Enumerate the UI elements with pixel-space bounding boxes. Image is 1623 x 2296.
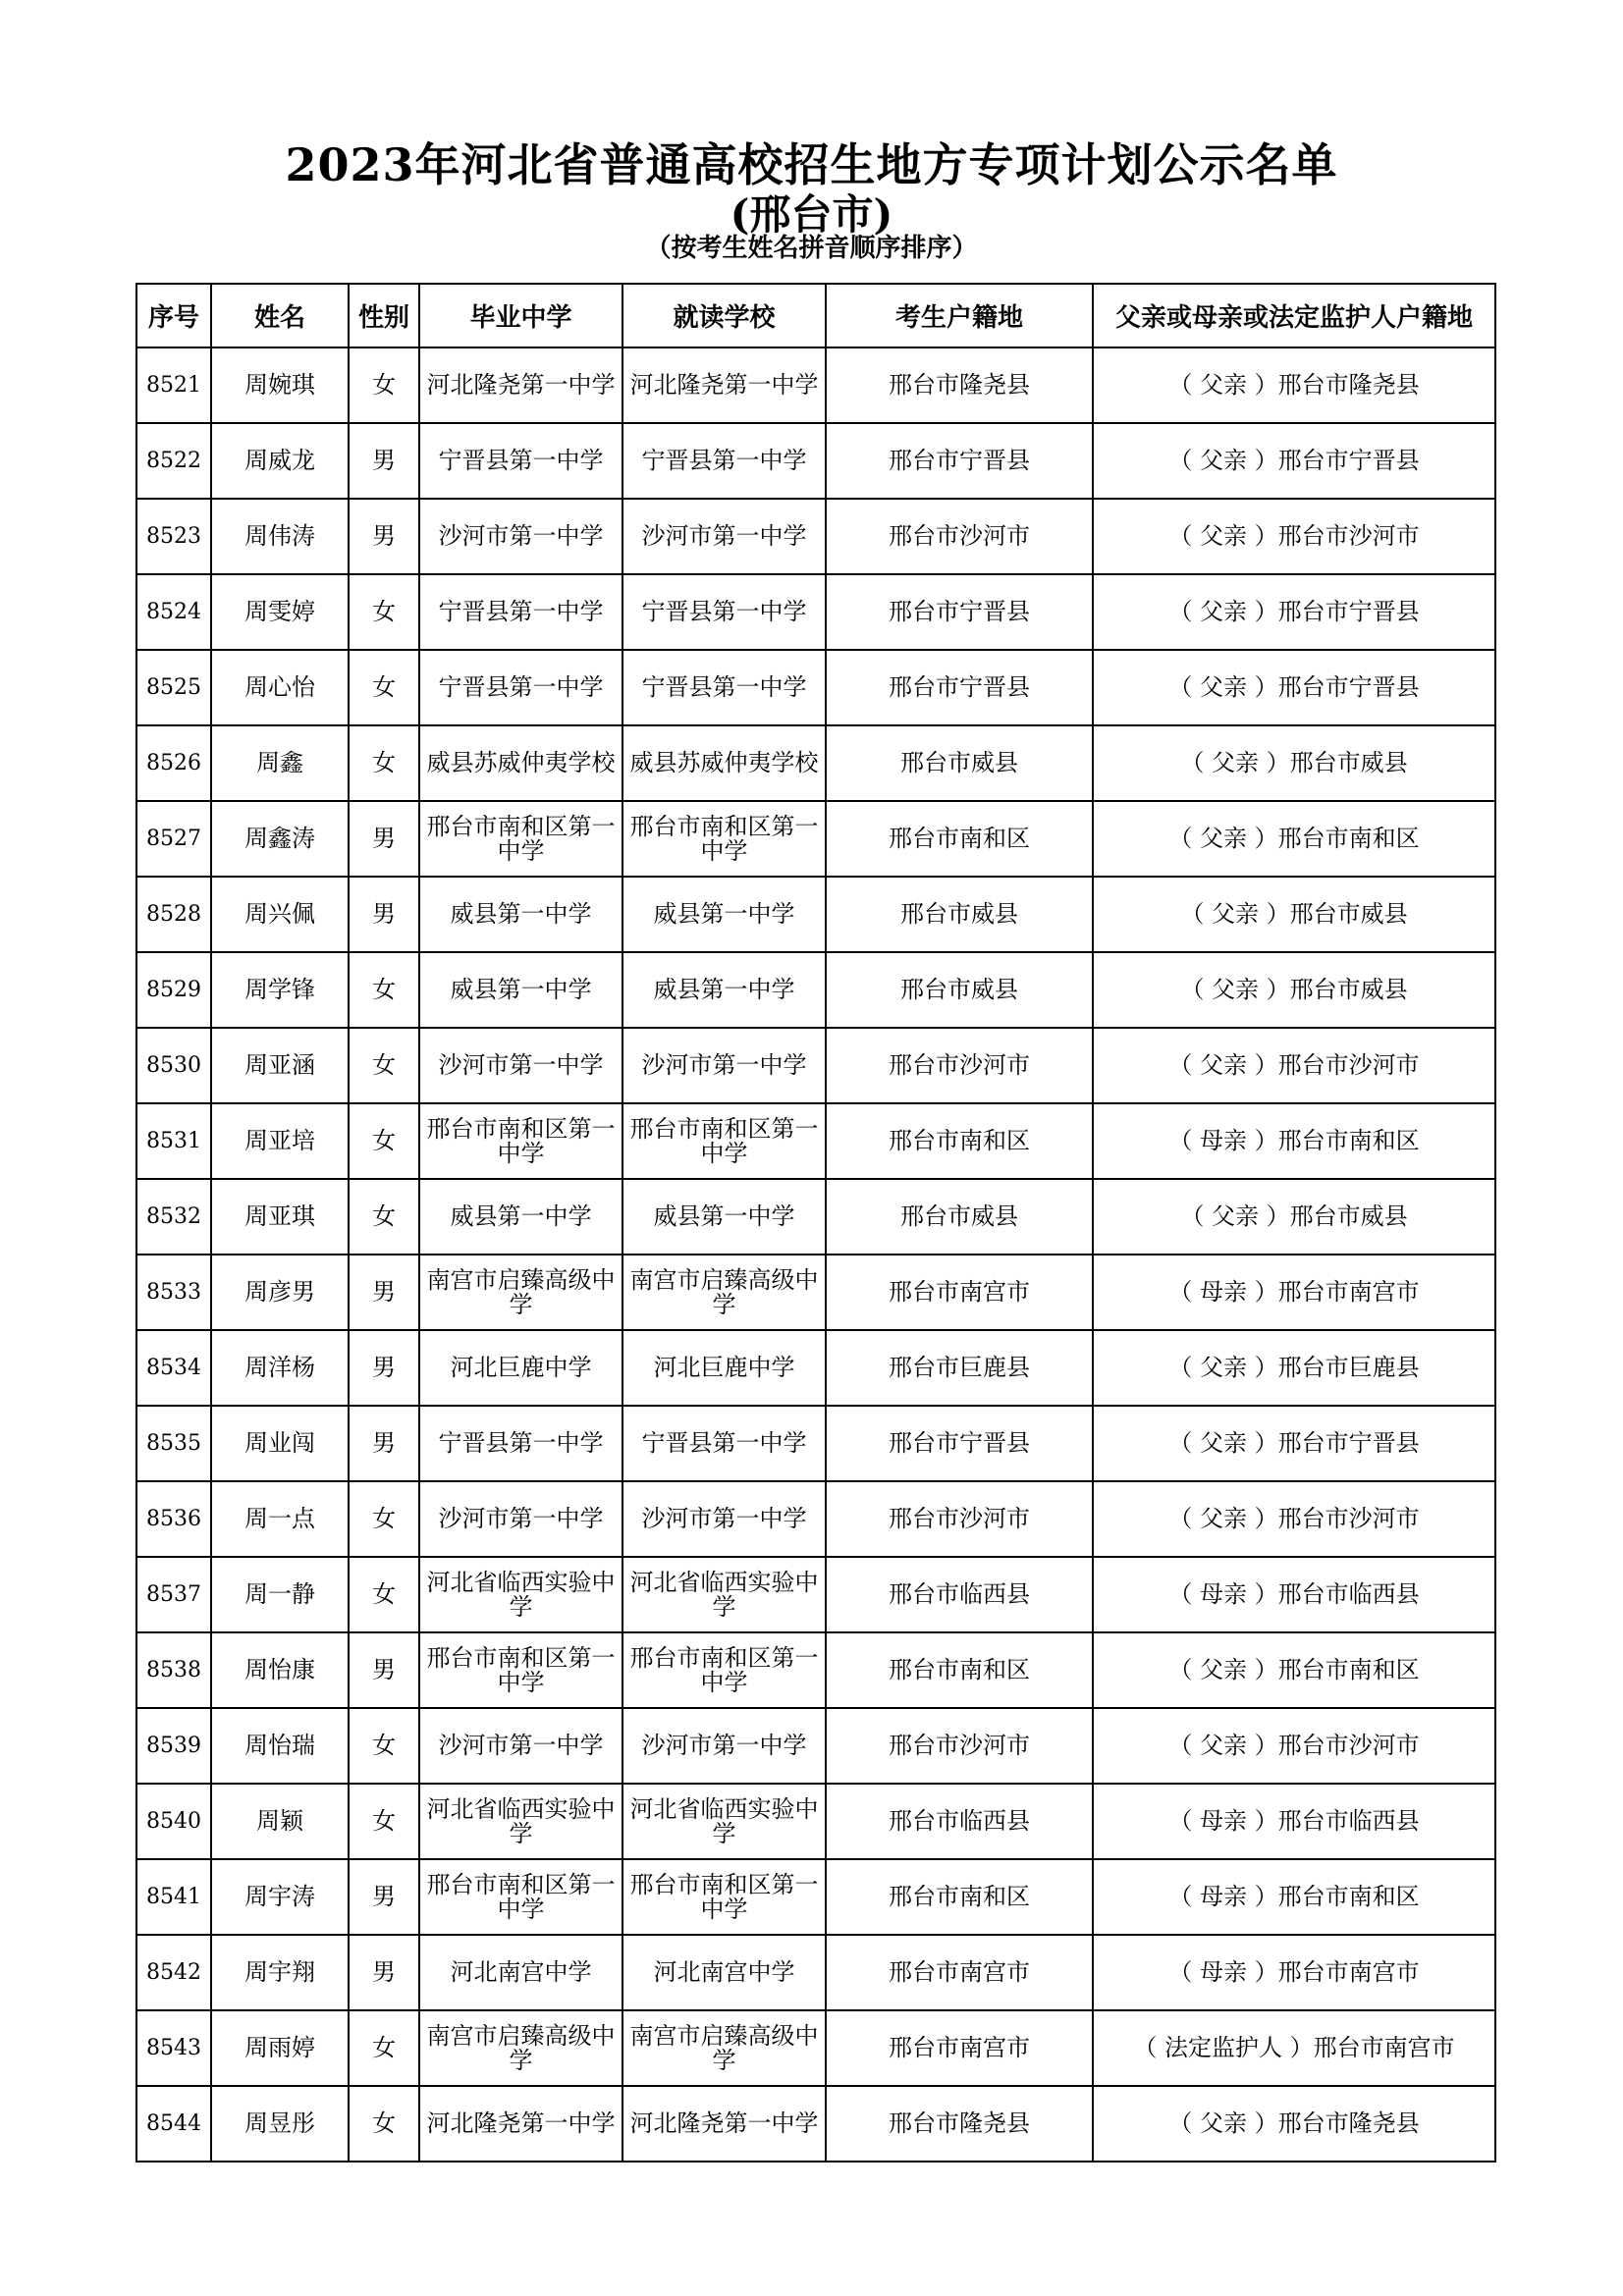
table-row xyxy=(136,877,1495,952)
name-cell: 周怡瑞 xyxy=(211,1708,349,1784)
serial-number-cell: 8532 xyxy=(136,1179,211,1255)
name-cell: 周亚涵 xyxy=(211,1028,349,1103)
header-gender: 性别 xyxy=(349,284,419,347)
gender-cell: 男 xyxy=(349,423,419,499)
current-school-cell: 河北省临西实验中学 xyxy=(622,1557,826,1632)
guardian-hukou-cell: （ 母亲 ）邢台市南和区 xyxy=(1093,1103,1495,1179)
name-cell: 周彦男 xyxy=(211,1255,349,1330)
graduation-school-cell: 沙河市第一中学 xyxy=(419,1481,622,1557)
serial-number-cell: 8527 xyxy=(136,801,211,877)
student-hukou-cell: 邢台市南和区 xyxy=(826,801,1093,877)
graduation-school-cell: 威县第一中学 xyxy=(419,952,622,1028)
name-cell: 周颖 xyxy=(211,1784,349,1859)
graduation-school-cell: 宁晋县第一中学 xyxy=(419,1406,622,1481)
table-row xyxy=(136,1330,1495,1406)
current-school-cell: 威县第一中学 xyxy=(622,952,826,1028)
current-school-cell: 威县第一中学 xyxy=(622,877,826,952)
current-school-cell: 河北南宫中学 xyxy=(622,1935,826,2010)
document-subtitle: (邢台市) xyxy=(730,190,893,239)
header-student-hukou: 考生户籍地 xyxy=(826,284,1093,347)
current-school-cell: 宁晋县第一中学 xyxy=(622,650,826,725)
current-school-cell: 威县第一中学 xyxy=(622,1179,826,1255)
guardian-hukou-cell: （ 父亲 ）邢台市隆尧县 xyxy=(1093,347,1495,423)
serial-number-cell: 8534 xyxy=(136,1330,211,1406)
name-cell: 周心怡 xyxy=(211,650,349,725)
guardian-hukou-cell: （ 父亲 ）邢台市宁晋县 xyxy=(1093,574,1495,650)
current-school-cell: 沙河市第一中学 xyxy=(622,499,826,574)
table-row xyxy=(136,1255,1495,1330)
graduation-school-cell: 宁晋县第一中学 xyxy=(419,574,622,650)
serial-number-cell: 8536 xyxy=(136,1481,211,1557)
admission-list-table xyxy=(135,283,1496,2163)
name-cell: 周宇涛 xyxy=(211,1859,349,1935)
gender-cell: 女 xyxy=(349,725,419,801)
current-school-cell: 河北巨鹿中学 xyxy=(622,1330,826,1406)
guardian-hukou-cell: （ 母亲 ）邢台市南宫市 xyxy=(1093,1935,1495,2010)
name-cell: 周威龙 xyxy=(211,423,349,499)
table-body xyxy=(136,347,1495,2162)
gender-cell: 女 xyxy=(349,574,419,650)
gender-cell: 女 xyxy=(349,1557,419,1632)
current-school-cell: 宁晋县第一中学 xyxy=(622,423,826,499)
name-cell: 周亚培 xyxy=(211,1103,349,1179)
header-graduation-school: 毕业中学 xyxy=(419,284,622,347)
gender-cell: 男 xyxy=(349,499,419,574)
name-cell: 周业闯 xyxy=(211,1406,349,1481)
student-hukou-cell: 邢台市巨鹿县 xyxy=(826,1330,1093,1406)
graduation-school-cell: 邢台市南和区第一中学 xyxy=(419,1632,622,1708)
graduation-school-cell: 河北隆尧第一中学 xyxy=(419,2086,622,2162)
current-school-cell: 沙河市第一中学 xyxy=(622,1481,826,1557)
name-cell: 周伟涛 xyxy=(211,499,349,574)
guardian-hukou-cell: （ 父亲 ）邢台市宁晋县 xyxy=(1093,423,1495,499)
guardian-hukou-cell: （ 父亲 ）邢台市沙河市 xyxy=(1093,499,1495,574)
serial-number-cell: 8539 xyxy=(136,1708,211,1784)
serial-number-cell: 8544 xyxy=(136,2086,211,2162)
gender-cell: 男 xyxy=(349,1255,419,1330)
serial-number-cell: 8543 xyxy=(136,2010,211,2086)
table-row xyxy=(136,1632,1495,1708)
student-hukou-cell: 邢台市沙河市 xyxy=(826,1028,1093,1103)
graduation-school-cell: 威县第一中学 xyxy=(419,1179,622,1255)
serial-number-cell: 8526 xyxy=(136,725,211,801)
current-school-cell: 河北隆尧第一中学 xyxy=(622,347,826,423)
student-hukou-cell: 邢台市威县 xyxy=(826,725,1093,801)
current-school-cell: 宁晋县第一中学 xyxy=(622,1406,826,1481)
name-cell: 周亚琪 xyxy=(211,1179,349,1255)
name-cell: 周洋杨 xyxy=(211,1330,349,1406)
student-hukou-cell: 邢台市宁晋县 xyxy=(826,423,1093,499)
gender-cell: 女 xyxy=(349,2010,419,2086)
current-school-cell: 邢台市南和区第一中学 xyxy=(622,1859,826,1935)
guardian-hukou-cell: （ 母亲 ）邢台市临西县 xyxy=(1093,1557,1495,1632)
guardian-hukou-cell: （ 父亲 ）邢台市南和区 xyxy=(1093,801,1495,877)
header-current-school: 就读学校 xyxy=(622,284,826,347)
table-row xyxy=(136,725,1495,801)
name-cell: 周学锋 xyxy=(211,952,349,1028)
current-school-cell: 宁晋县第一中学 xyxy=(622,574,826,650)
graduation-school-cell: 河北巨鹿中学 xyxy=(419,1330,622,1406)
table-row xyxy=(136,1179,1495,1255)
table-row xyxy=(136,1935,1495,2010)
serial-number-cell: 8542 xyxy=(136,1935,211,2010)
name-cell: 周兴佩 xyxy=(211,877,349,952)
document-title: 2023年河北省普通高校招生地方专项计划公示名单 xyxy=(285,138,1338,191)
gender-cell: 女 xyxy=(349,2086,419,2162)
guardian-hukou-cell: （ 父亲 ）邢台市沙河市 xyxy=(1093,1481,1495,1557)
serial-number-cell: 8523 xyxy=(136,499,211,574)
graduation-school-cell: 宁晋县第一中学 xyxy=(419,650,622,725)
student-hukou-cell: 邢台市临西县 xyxy=(826,1784,1093,1859)
serial-number-cell: 8535 xyxy=(136,1406,211,1481)
student-hukou-cell: 邢台市宁晋县 xyxy=(826,574,1093,650)
gender-cell: 男 xyxy=(349,877,419,952)
graduation-school-cell: 河北省临西实验中学 xyxy=(419,1557,622,1632)
name-cell: 周一静 xyxy=(211,1557,349,1632)
current-school-cell: 邢台市南和区第一中学 xyxy=(622,1632,826,1708)
name-cell: 周雯婷 xyxy=(211,574,349,650)
guardian-hukou-cell: （ 父亲 ）邢台市宁晋县 xyxy=(1093,650,1495,725)
graduation-school-cell: 沙河市第一中学 xyxy=(419,1708,622,1784)
name-cell: 周婉琪 xyxy=(211,347,349,423)
gender-cell: 女 xyxy=(349,1103,419,1179)
guardian-hukou-cell: （ 父亲 ）邢台市巨鹿县 xyxy=(1093,1330,1495,1406)
guardian-hukou-cell: （ 母亲 ）邢台市南宫市 xyxy=(1093,1255,1495,1330)
serial-number-cell: 8525 xyxy=(136,650,211,725)
gender-cell: 男 xyxy=(349,1935,419,2010)
gender-cell: 男 xyxy=(349,801,419,877)
table-row xyxy=(136,1406,1495,1481)
student-hukou-cell: 邢台市威县 xyxy=(826,877,1093,952)
student-hukou-cell: 邢台市临西县 xyxy=(826,1557,1093,1632)
graduation-school-cell: 河北南宫中学 xyxy=(419,1935,622,2010)
graduation-school-cell: 南宫市启臻高级中学 xyxy=(419,1255,622,1330)
gender-cell: 女 xyxy=(349,1784,419,1859)
name-cell: 周雨婷 xyxy=(211,2010,349,2086)
table-row xyxy=(136,423,1495,499)
student-hukou-cell: 邢台市隆尧县 xyxy=(826,2086,1093,2162)
current-school-cell: 威县苏威仲夷学校 xyxy=(622,725,826,801)
serial-number-cell: 8537 xyxy=(136,1557,211,1632)
student-hukou-cell: 邢台市威县 xyxy=(826,952,1093,1028)
guardian-hukou-cell: （ 父亲 ）邢台市威县 xyxy=(1093,952,1495,1028)
graduation-school-cell: 沙河市第一中学 xyxy=(419,499,622,574)
serial-number-cell: 8531 xyxy=(136,1103,211,1179)
name-cell: 周鑫 xyxy=(211,725,349,801)
student-hukou-cell: 邢台市沙河市 xyxy=(826,1481,1093,1557)
gender-cell: 男 xyxy=(349,1859,419,1935)
student-hukou-cell: 邢台市宁晋县 xyxy=(826,650,1093,725)
serial-number-cell: 8538 xyxy=(136,1632,211,1708)
guardian-hukou-cell: （ 父亲 ）邢台市沙河市 xyxy=(1093,1708,1495,1784)
gender-cell: 女 xyxy=(349,952,419,1028)
graduation-school-cell: 河北省临西实验中学 xyxy=(419,1784,622,1859)
graduation-school-cell: 沙河市第一中学 xyxy=(419,1028,622,1103)
graduation-school-cell: 宁晋县第一中学 xyxy=(419,423,622,499)
table-row xyxy=(136,1708,1495,1784)
gender-cell: 女 xyxy=(349,1708,419,1784)
gender-cell: 女 xyxy=(349,347,419,423)
student-hukou-cell: 邢台市宁晋县 xyxy=(826,1406,1093,1481)
graduation-school-cell: 邢台市南和区第一中学 xyxy=(419,801,622,877)
table-row xyxy=(136,1784,1495,1859)
student-hukou-cell: 邢台市南宫市 xyxy=(826,1935,1093,2010)
student-hukou-cell: 邢台市隆尧县 xyxy=(826,347,1093,423)
graduation-school-cell: 邢台市南和区第一中学 xyxy=(419,1103,622,1179)
table-row xyxy=(136,1557,1495,1632)
serial-number-cell: 8530 xyxy=(136,1028,211,1103)
table-row xyxy=(136,574,1495,650)
gender-cell: 男 xyxy=(349,1632,419,1708)
graduation-school-cell: 邢台市南和区第一中学 xyxy=(419,1859,622,1935)
table-row xyxy=(136,1859,1495,1935)
serial-number-cell: 8541 xyxy=(136,1859,211,1935)
student-hukou-cell: 邢台市沙河市 xyxy=(826,499,1093,574)
header-guardian-hukou: 父亲或母亲或法定监护人户籍地 xyxy=(1093,284,1495,347)
guardian-hukou-cell: （ 父亲 ）邢台市隆尧县 xyxy=(1093,2086,1495,2162)
current-school-cell: 河北省临西实验中学 xyxy=(622,1784,826,1859)
table-row xyxy=(136,2010,1495,2086)
student-hukou-cell: 邢台市南和区 xyxy=(826,1632,1093,1708)
serial-number-cell: 8524 xyxy=(136,574,211,650)
current-school-cell: 邢台市南和区第一中学 xyxy=(622,1103,826,1179)
name-cell: 周宇翔 xyxy=(211,1935,349,2010)
serial-number-cell: 8529 xyxy=(136,952,211,1028)
student-hukou-cell: 邢台市南宫市 xyxy=(826,1255,1093,1330)
guardian-hukou-cell: （ 父亲 ）邢台市南和区 xyxy=(1093,1632,1495,1708)
serial-number-cell: 8521 xyxy=(136,347,211,423)
name-cell: 周鑫涛 xyxy=(211,801,349,877)
name-cell: 周一点 xyxy=(211,1481,349,1557)
table-row xyxy=(136,499,1495,574)
current-school-cell: 沙河市第一中学 xyxy=(622,1028,826,1103)
gender-cell: 男 xyxy=(349,1406,419,1481)
guardian-hukou-cell: （ 父亲 ）邢台市威县 xyxy=(1093,725,1495,801)
gender-cell: 女 xyxy=(349,1481,419,1557)
guardian-hukou-cell: （ 父亲 ）邢台市沙河市 xyxy=(1093,1028,1495,1103)
graduation-school-cell: 河北隆尧第一中学 xyxy=(419,347,622,423)
student-hukou-cell: 邢台市南和区 xyxy=(826,1103,1093,1179)
table-row xyxy=(136,801,1495,877)
current-school-cell: 沙河市第一中学 xyxy=(622,1708,826,1784)
student-hukou-cell: 邢台市南和区 xyxy=(826,1859,1093,1935)
table-header-row xyxy=(136,284,1495,347)
graduation-school-cell: 威县苏威仲夷学校 xyxy=(419,725,622,801)
current-school-cell: 河北隆尧第一中学 xyxy=(622,2086,826,2162)
table-row xyxy=(136,1028,1495,1103)
header-serial-number: 序号 xyxy=(136,284,211,347)
name-cell: 周昱彤 xyxy=(211,2086,349,2162)
guardian-hukou-cell: （ 母亲 ）邢台市南和区 xyxy=(1093,1859,1495,1935)
serial-number-cell: 8522 xyxy=(136,423,211,499)
gender-cell: 女 xyxy=(349,650,419,725)
guardian-hukou-cell: （ 法定监护人 ）邢台市南宫市 xyxy=(1093,2010,1495,2086)
header-name: 姓名 xyxy=(211,284,349,347)
guardian-hukou-cell: （ 母亲 ）邢台市临西县 xyxy=(1093,1784,1495,1859)
serial-number-cell: 8533 xyxy=(136,1255,211,1330)
graduation-school-cell: 南宫市启臻高级中学 xyxy=(419,2010,622,2086)
table-row xyxy=(136,347,1495,423)
student-hukou-cell: 邢台市威县 xyxy=(826,1179,1093,1255)
serial-number-cell: 8540 xyxy=(136,1784,211,1859)
serial-number-cell: 8528 xyxy=(136,877,211,952)
gender-cell: 女 xyxy=(349,1028,419,1103)
current-school-cell: 邢台市南和区第一中学 xyxy=(622,801,826,877)
guardian-hukou-cell: （ 父亲 ）邢台市威县 xyxy=(1093,877,1495,952)
name-cell: 周怡康 xyxy=(211,1632,349,1708)
guardian-hukou-cell: （ 父亲 ）邢台市宁晋县 xyxy=(1093,1406,1495,1481)
table-row xyxy=(136,1103,1495,1179)
current-school-cell: 南宫市启臻高级中学 xyxy=(622,2010,826,2086)
gender-cell: 女 xyxy=(349,1179,419,1255)
student-hukou-cell: 邢台市沙河市 xyxy=(826,1708,1093,1784)
gender-cell: 男 xyxy=(349,1330,419,1406)
sort-note: （按考生姓名拼音顺序排序） xyxy=(645,234,978,263)
table-row xyxy=(136,952,1495,1028)
table-row xyxy=(136,1481,1495,1557)
student-hukou-cell: 邢台市南宫市 xyxy=(826,2010,1093,2086)
current-school-cell: 南宫市启臻高级中学 xyxy=(622,1255,826,1330)
table-row xyxy=(136,650,1495,725)
graduation-school-cell: 威县第一中学 xyxy=(419,877,622,952)
table-row xyxy=(136,2086,1495,2162)
guardian-hukou-cell: （ 父亲 ）邢台市威县 xyxy=(1093,1179,1495,1255)
